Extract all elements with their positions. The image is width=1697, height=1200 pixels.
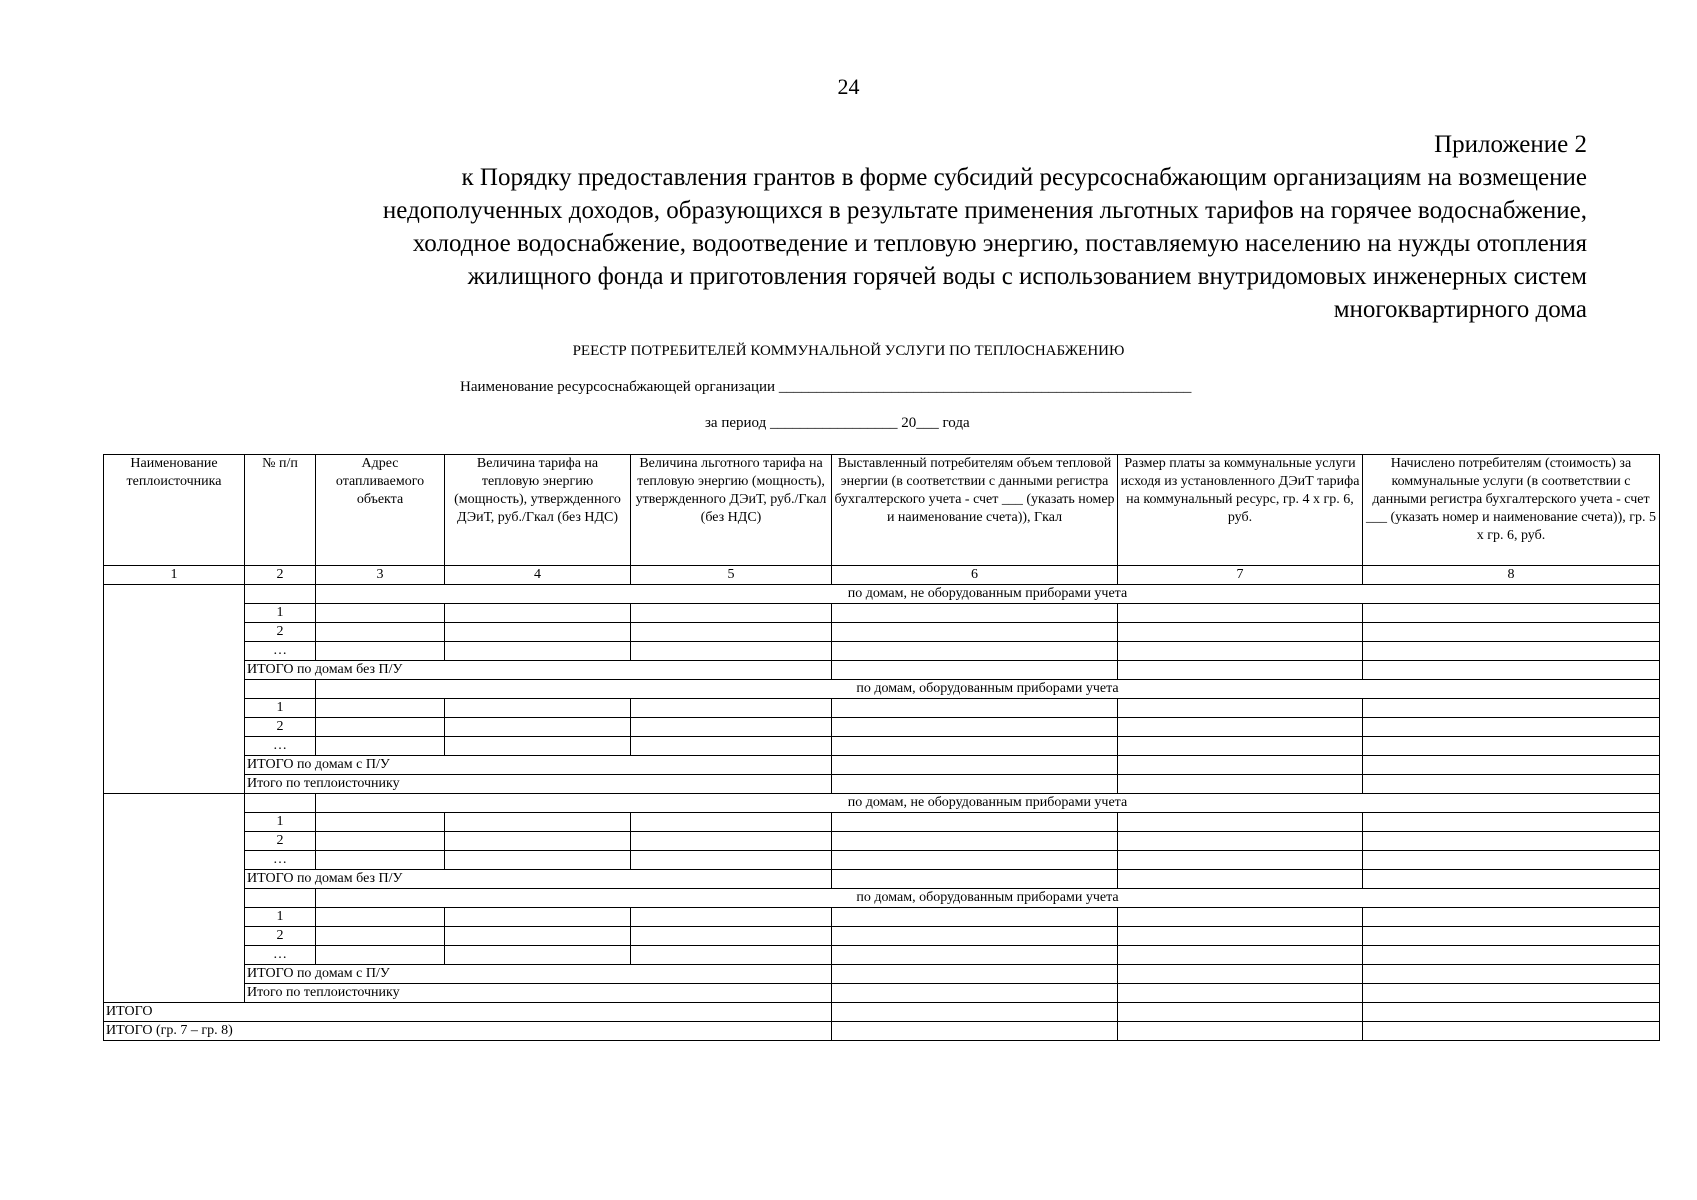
appendix-line: холодное водоснабжение, водоотведение и тепловую энергию, поставляемую населению на нужды отопления xyxy=(412,230,1587,257)
table-cell xyxy=(1118,870,1363,889)
col-header-charged: Начислено потребителям (стоимость) за коммунальные услуги (в соответствии с данными регистра бухгалтерского учета - счет ___ (указать номер и наименование счета)), гр. 5 х гр. 6, руб. xyxy=(1363,455,1660,566)
row-number: 2 xyxy=(245,623,316,642)
column-number: 4 xyxy=(445,566,631,585)
row-number: 1 xyxy=(245,699,316,718)
table-cell xyxy=(445,946,631,965)
table-cell xyxy=(445,642,631,661)
row-number: 1 xyxy=(245,813,316,832)
table-row xyxy=(104,756,1660,775)
table-cell xyxy=(445,832,631,851)
table-row xyxy=(104,699,1660,718)
col-header-tariff: Величина тарифа на тепловую энергию (мощность), утвержденного ДЭиТ, руб./Гкал (без НДС) xyxy=(445,455,631,566)
table-row xyxy=(104,794,1660,813)
table-cell xyxy=(832,965,1118,984)
table-cell xyxy=(316,699,445,718)
table-cell xyxy=(245,585,316,604)
column-number: 5 xyxy=(631,566,832,585)
table-cell xyxy=(1118,1022,1363,1041)
total-with-meter: ИТОГО по домам с П/У xyxy=(245,756,832,775)
appendix-line: жилищного фонда и приготовления горячей воды с использованием внутридомовых инженерных систем xyxy=(467,263,1587,290)
table-cell xyxy=(631,623,832,642)
table-cell xyxy=(1118,642,1363,661)
table-cell xyxy=(1363,604,1660,623)
table-cell xyxy=(1363,699,1660,718)
table-cell xyxy=(832,870,1118,889)
table-cell xyxy=(1363,756,1660,775)
table-cell xyxy=(1363,927,1660,946)
table-cell xyxy=(1363,1022,1660,1041)
table-cell xyxy=(631,851,832,870)
table-cell xyxy=(832,699,1118,718)
table-cell xyxy=(832,984,1118,1003)
grand-total: ИТОГО xyxy=(104,1003,832,1022)
table-row xyxy=(104,813,1660,832)
table-row xyxy=(104,718,1660,737)
registry-title: РЕЕСТР ПОТРЕБИТЕЛЕЙ КОММУНАЛЬНОЙ УСЛУГИ ПО ТЕПЛОСНАБЖЕНИЮ xyxy=(572,343,1125,359)
table-cell xyxy=(1363,623,1660,642)
table-cell xyxy=(316,927,445,946)
col-header-source: Наименование теплоисточника xyxy=(104,455,245,566)
table-cell xyxy=(631,604,832,623)
table-cell xyxy=(1118,604,1363,623)
table-cell xyxy=(832,813,1118,832)
table-cell xyxy=(445,851,631,870)
table-cell xyxy=(832,623,1118,642)
table-cell xyxy=(245,680,316,699)
total-with-meter: ИТОГО по домам с П/У xyxy=(245,965,832,984)
table-cell xyxy=(1118,775,1363,794)
table-row xyxy=(104,889,1660,908)
table-cell xyxy=(1118,661,1363,680)
table-cell xyxy=(1363,870,1660,889)
table-cell xyxy=(1118,756,1363,775)
table-cell xyxy=(245,889,316,908)
table-row xyxy=(104,1022,1660,1041)
table-cell xyxy=(316,718,445,737)
table-row xyxy=(104,604,1660,623)
table-cell xyxy=(832,718,1118,737)
table-cell xyxy=(1118,965,1363,984)
total-source: Итого по теплоисточнику xyxy=(245,775,832,794)
table-cell xyxy=(832,604,1118,623)
table-cell xyxy=(1118,737,1363,756)
table-cell xyxy=(445,908,631,927)
table-cell xyxy=(445,623,631,642)
row-number: 1 xyxy=(245,908,316,927)
table-cell xyxy=(1363,832,1660,851)
table-row xyxy=(104,832,1660,851)
table-cell xyxy=(1118,718,1363,737)
table-cell xyxy=(1118,699,1363,718)
total-no-meter: ИТОГО по домам без П/У xyxy=(245,661,832,680)
row-number: 2 xyxy=(245,927,316,946)
table-cell xyxy=(1118,832,1363,851)
table-cell xyxy=(316,737,445,756)
col-header-preferential-tariff: Величина льготного тарифа на тепловую энергию (мощность), утвержденного ДЭиТ, руб./Гкал (без НДС) xyxy=(631,455,832,566)
table-row xyxy=(104,680,1660,699)
col-header-volume: Выставленный потребителям объем тепловой энергии (в соответствии с данными регистра бухгалтерского учета - счет ___ (указать номер и наименование счета)), Гкал xyxy=(832,455,1118,566)
row-number: 2 xyxy=(245,718,316,737)
appendix-line: к Порядку предоставления грантов в форме субсидий ресурсоснабжающим организациям на возмещение xyxy=(461,164,1587,191)
table-cell xyxy=(631,642,832,661)
table-cell xyxy=(631,718,832,737)
column-number: 2 xyxy=(245,566,316,585)
table-cell xyxy=(1363,965,1660,984)
table-row xyxy=(104,908,1660,927)
period-line: за период _________________ 20___ года xyxy=(705,415,970,431)
table-cell xyxy=(1363,775,1660,794)
table-cell xyxy=(832,1003,1118,1022)
table-cell xyxy=(832,832,1118,851)
grand-total-diff: ИТОГО (гр. 7 – гр. 8) xyxy=(104,1022,832,1041)
table-cell xyxy=(1363,984,1660,1003)
table-cell xyxy=(631,737,832,756)
section-no-meter: по домам, не оборудованным приборами учета xyxy=(316,794,1660,813)
table-row xyxy=(104,661,1660,680)
table-cell xyxy=(445,718,631,737)
row-number: 1 xyxy=(245,604,316,623)
table-cell xyxy=(445,699,631,718)
table-cell xyxy=(631,927,832,946)
table-cell xyxy=(1118,623,1363,642)
table-cell xyxy=(1363,851,1660,870)
column-number: 7 xyxy=(1118,566,1363,585)
table-cell xyxy=(245,794,316,813)
table-cell xyxy=(1363,718,1660,737)
appendix-line: многоквартирного дома xyxy=(1333,296,1587,323)
table-cell xyxy=(316,851,445,870)
column-number: 8 xyxy=(1363,566,1660,585)
table-cell xyxy=(832,946,1118,965)
table-cell xyxy=(1118,946,1363,965)
table-cell xyxy=(832,1022,1118,1041)
col-header-address: Адрес отапливаемого объекта xyxy=(316,455,445,566)
col-header-payment: Размер платы за коммунальные услуги исходя из установленного ДЭиТ тарифа на коммунальный ресурс, гр. 4 х гр. 6, руб. xyxy=(1118,455,1363,566)
section-with-meter: по домам, оборудованным приборами учета xyxy=(316,680,1660,699)
table-row xyxy=(104,585,1660,604)
table-cell xyxy=(1118,813,1363,832)
table-cell xyxy=(631,946,832,965)
appendix-title: Приложение 2 xyxy=(1434,131,1587,158)
table-cell xyxy=(445,813,631,832)
column-number: 1 xyxy=(104,566,245,585)
table-cell xyxy=(1118,984,1363,1003)
row-number: … xyxy=(245,946,316,965)
table-cell xyxy=(1118,908,1363,927)
table-cell xyxy=(1363,813,1660,832)
table-cell xyxy=(445,927,631,946)
table-row xyxy=(104,965,1660,984)
table-cell xyxy=(832,756,1118,775)
row-number: … xyxy=(245,642,316,661)
table-cell xyxy=(832,851,1118,870)
row-number: … xyxy=(245,851,316,870)
row-number: 2 xyxy=(245,832,316,851)
table-row xyxy=(104,642,1660,661)
table-cell xyxy=(316,604,445,623)
table-row xyxy=(104,984,1660,1003)
registry-table xyxy=(103,454,1660,1041)
table-cell xyxy=(316,642,445,661)
appendix-header xyxy=(187,128,1587,326)
source-name-cell xyxy=(104,794,245,1003)
page-number: 24 xyxy=(837,74,860,99)
table-cell xyxy=(832,737,1118,756)
total-no-meter: ИТОГО по домам без П/У xyxy=(245,870,832,889)
table-cell xyxy=(316,832,445,851)
table-cell xyxy=(1118,1003,1363,1022)
section-with-meter: по домам, оборудованным приборами учета xyxy=(316,889,1660,908)
table-cell xyxy=(832,908,1118,927)
column-numbers-row xyxy=(104,566,1660,585)
table-cell xyxy=(1118,927,1363,946)
table-cell xyxy=(445,604,631,623)
table-cell xyxy=(832,775,1118,794)
table-cell xyxy=(832,927,1118,946)
source-name-cell xyxy=(104,585,245,794)
total-source: Итого по теплоисточнику xyxy=(245,984,832,1003)
table-row xyxy=(104,775,1660,794)
table-cell xyxy=(1363,661,1660,680)
table-cell xyxy=(316,908,445,927)
section-no-meter: по домам, не оборудованным приборами учета xyxy=(316,585,1660,604)
header-row xyxy=(104,455,1660,566)
table-cell xyxy=(316,813,445,832)
table-row xyxy=(104,946,1660,965)
table-row xyxy=(104,737,1660,756)
table-cell xyxy=(445,737,631,756)
table-row xyxy=(104,623,1660,642)
table-cell xyxy=(631,699,832,718)
table-cell xyxy=(1118,851,1363,870)
organization-line: Наименование ресурсоснабжающей организации _______________________________________________________ xyxy=(460,379,1192,395)
table-cell xyxy=(631,813,832,832)
column-number: 6 xyxy=(832,566,1118,585)
table-row xyxy=(104,1003,1660,1022)
table-cell xyxy=(1363,737,1660,756)
row-number: … xyxy=(245,737,316,756)
table-cell xyxy=(631,832,832,851)
table-cell xyxy=(316,623,445,642)
col-header-number: № п/п xyxy=(245,455,316,566)
table-cell xyxy=(1363,908,1660,927)
column-number: 3 xyxy=(316,566,445,585)
table-cell xyxy=(1363,1003,1660,1022)
table-row xyxy=(104,870,1660,889)
table-cell xyxy=(832,642,1118,661)
table-row xyxy=(104,851,1660,870)
table-row xyxy=(104,927,1660,946)
table-cell xyxy=(1363,642,1660,661)
table-cell xyxy=(631,908,832,927)
table-cell xyxy=(316,946,445,965)
appendix-line: недополученных доходов, образующихся в результате применения льготных тарифов на горячее водоснабжение, xyxy=(382,197,1587,224)
table-cell xyxy=(832,661,1118,680)
table-cell xyxy=(1363,946,1660,965)
